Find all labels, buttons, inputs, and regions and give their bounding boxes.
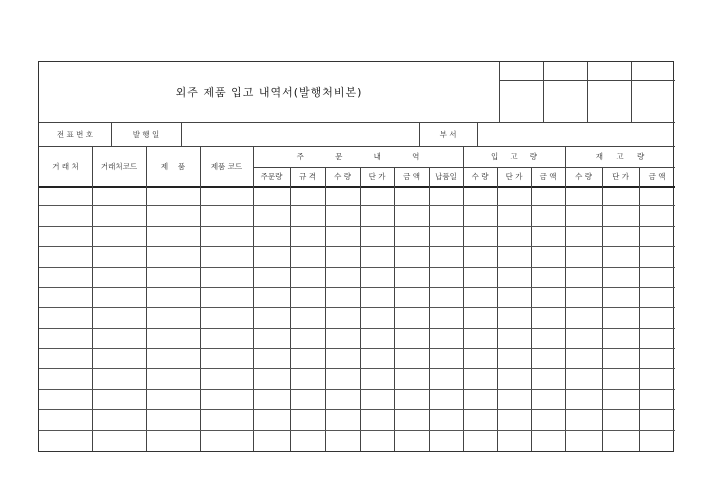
receiving-form <box>38 61 674 452</box>
receiving-header-char: 고 <box>510 152 518 161</box>
order-header-char: 문 <box>335 152 343 161</box>
issue-date-label: 발 행 일 <box>132 129 160 139</box>
table-row[interactable] <box>39 186 675 206</box>
table-row[interactable] <box>39 227 675 247</box>
table-row[interactable] <box>39 206 675 226</box>
table-row[interactable] <box>39 308 675 328</box>
slip-no-label: 전 표 번 호 <box>56 129 94 139</box>
table-row[interactable] <box>39 369 675 389</box>
product-header <box>146 146 200 186</box>
table-row[interactable] <box>39 349 675 369</box>
form-title: 외주 제품 입고 내역서(발행처비본) <box>175 86 363 99</box>
product-code-header: 제품 코드 <box>210 161 243 171</box>
order-header-char: 역 <box>412 152 420 161</box>
product-header-char: 제 <box>160 161 169 171</box>
title-divider <box>499 62 500 122</box>
spec-header: 규 격 <box>299 172 316 181</box>
table-row[interactable] <box>39 410 675 430</box>
order-quantity-header: 수 량 <box>334 172 351 181</box>
order-details-header <box>253 146 463 167</box>
receiving-unit-price-header: 단 가 <box>505 172 523 181</box>
stock-qty-header <box>565 146 675 167</box>
order-qty-header: 주문량 <box>260 172 283 181</box>
stock-amount-header: 금 액 <box>648 172 666 181</box>
stock-header-char: 재 <box>595 152 603 161</box>
approval-line <box>631 62 632 122</box>
table-row[interactable] <box>39 329 675 349</box>
info-divider <box>181 122 182 146</box>
order-header-char: 주 <box>296 152 304 161</box>
approval-line <box>587 62 588 122</box>
product-header-char: 품 <box>177 161 186 171</box>
stock-header-char: 량 <box>637 152 645 161</box>
table-row[interactable] <box>39 268 675 288</box>
receiving-qty-header <box>463 146 565 167</box>
dept-label: 부 서 <box>439 129 457 139</box>
approval-line <box>543 62 544 122</box>
order-unit-price-header: 단 가 <box>368 172 386 181</box>
table-row[interactable] <box>39 247 675 267</box>
stock-unit-price-header: 단 가 <box>612 172 629 181</box>
delivery-date-header: 납품일 <box>435 172 457 181</box>
table-row[interactable] <box>39 390 675 410</box>
table-row[interactable] <box>39 431 675 451</box>
info-divider <box>477 122 478 146</box>
receiving-quantity-header: 수 량 <box>471 172 489 181</box>
vendor-header: 거 래 처 <box>52 161 79 171</box>
order-header-char: 내 <box>373 152 381 161</box>
stock-header-char: 고 <box>616 152 624 161</box>
table-row[interactable] <box>39 288 675 308</box>
receiving-header-char: 입 <box>491 152 499 161</box>
vendor-code-header: 거래처코드 <box>100 161 138 171</box>
receiving-header-char: 량 <box>529 152 537 161</box>
receiving-amount-header: 금 액 <box>539 172 557 181</box>
stock-quantity-header: 수 량 <box>575 172 592 181</box>
order-amount-header: 금 액 <box>403 172 420 181</box>
